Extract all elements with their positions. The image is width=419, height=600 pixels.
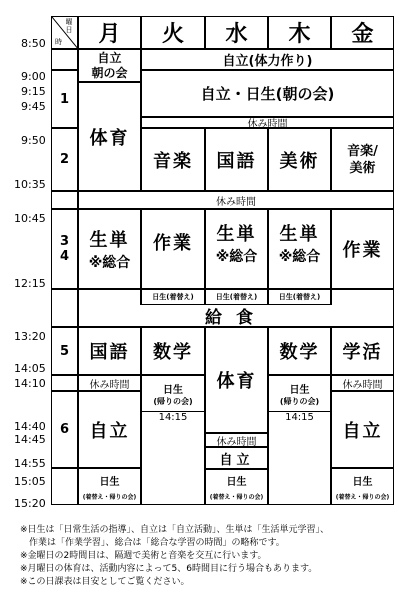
tue-sagyo: 作業 — [153, 233, 193, 254]
time-label: 12:15 — [14, 277, 46, 290]
jiritsu-nissho-asa: 自立・日生(朝の会) — [141, 70, 394, 117]
fri-p2: 音楽/ 美術 — [331, 128, 394, 191]
tue-nissho: 日生 — [163, 384, 183, 396]
mon-jiritsu: 自立 — [97, 50, 122, 65]
period-break-2 — [51, 375, 78, 391]
jiritsu-tairyoku: 自立(体力作り) — [141, 49, 394, 70]
wed-p34 — [205, 209, 268, 289]
break-time-2: 休み時間 — [78, 191, 394, 209]
footnotes — [20, 524, 329, 589]
mon-p34 — [78, 209, 141, 289]
time-label: 14:55 — [14, 457, 46, 470]
thu-nissho-kaeri — [268, 375, 331, 412]
time-label: 15:05 — [14, 475, 46, 488]
mon-nissho-end — [78, 468, 141, 505]
time-label: 10:35 — [14, 178, 46, 191]
time-label: 9:15 — [21, 85, 46, 98]
header-ji: 時 — [55, 38, 62, 46]
fri-p5: 学活 — [331, 327, 394, 375]
day-header-mon: 月 — [78, 16, 141, 49]
lunch: 給食 — [78, 305, 394, 327]
tue-p2: 音楽 — [141, 128, 205, 191]
period-1: 1 — [51, 70, 78, 128]
day-header-thu: 木 — [268, 16, 331, 49]
mon-seitan: 生単 — [89, 230, 130, 251]
mon-asa: 朝の会 — [91, 65, 128, 80]
period-2: 2 — [51, 128, 78, 191]
footnote-line: 作業は「作業学習」、総合は「総合な学習の時間」の略称です。 — [20, 538, 285, 548]
wed-nissho: 日生 — [226, 477, 247, 488]
mon-sogo: ※総合 — [88, 255, 131, 271]
tue-p34-sagyo — [141, 209, 205, 289]
time-label: 14:40 — [14, 420, 46, 433]
period-3-4: 3 4 — [51, 209, 78, 289]
mon-kigae-kaeri: (着替え・帰りの会) — [82, 493, 137, 501]
tue-1415: 14:15 — [158, 412, 188, 423]
tue-nissho-kaeri — [141, 375, 205, 412]
mon-lunch-top — [78, 289, 141, 305]
fri-p6-jiritsu: 自立 — [331, 391, 394, 468]
period-5: 5 — [51, 327, 78, 375]
thu-p34 — [268, 209, 331, 289]
tue-kaeri: (帰りの会) — [153, 396, 193, 406]
time-label: 10:45 — [14, 212, 46, 225]
fri-break: 休み時間 — [331, 375, 394, 391]
time-label: 9:50 — [21, 134, 46, 147]
wed-nissho-kigae: 日生(着替え) — [205, 289, 268, 305]
period-end — [51, 468, 78, 505]
mon-jiritsu-asa — [78, 49, 141, 82]
mon-taiiku: 体育 — [78, 82, 141, 191]
thu-kaeri: (帰りの会) — [279, 396, 320, 406]
footnote-line: ※日生は「日常生活の指導」、自立は「自立活動」、生単は「生活単元学習」、 — [20, 525, 330, 535]
time-label: 8:50 — [21, 37, 46, 50]
tue-nissho-kigae: 日生(着替え) — [141, 289, 205, 305]
thu-nissho-kigae: 日生(着替え) — [268, 289, 331, 305]
period-lunch — [51, 289, 78, 327]
day-header-fri: 金 — [331, 16, 394, 49]
time-label: 14:05 — [14, 362, 46, 375]
mon-nissho: 日生 — [99, 476, 120, 488]
period-6: 6 — [51, 391, 78, 468]
time-label: 9:45 — [21, 100, 46, 113]
mon-p6-jiritsu: 自立 — [78, 391, 141, 468]
wed-p2: 国語 — [205, 128, 268, 191]
tue-p5: 数学 — [141, 327, 205, 375]
fri-nissho: 日生 — [352, 476, 373, 488]
footnote-line: ※金曜日の2時間目は、隔週で美術と音楽を交互に行います。 — [20, 551, 267, 561]
period-blank — [51, 49, 78, 70]
wed-p5: 体育 — [205, 327, 268, 433]
thu-sogo: ※総合 — [278, 249, 321, 265]
thu-1415: 14:15 — [285, 412, 314, 423]
fri-sagyo: 作業 — [342, 240, 383, 261]
mon-break: 休み時間 — [78, 375, 141, 391]
period-break — [51, 191, 78, 209]
mon-p5: 国語 — [78, 327, 141, 375]
thu-p5: 数学 — [268, 327, 331, 375]
fri-p34-sagyo — [331, 209, 394, 289]
footnote-line: ※この日課表は目安としてご覧ください。 — [20, 577, 190, 587]
day-header-tue: 火 — [141, 16, 205, 49]
thu-nissho: 日生 — [289, 384, 310, 396]
wed-kigae-kaeri: (着替え・帰りの会) — [209, 494, 264, 501]
fri-lunch-top — [331, 289, 394, 305]
wed-break: 休み時間 — [205, 433, 268, 447]
footnote-line: ※月曜日の体育は、活動内容によって5、6時間目に行う場合もあります。 — [20, 564, 318, 574]
time-label: 9:00 — [21, 70, 46, 83]
wed-seitan: 生単 — [216, 224, 257, 245]
fri-nissho-end — [331, 468, 394, 505]
fri-kigae-kaeri: (着替え・帰りの会) — [335, 493, 390, 501]
thu-seitan: 生単 — [279, 224, 320, 245]
time-label: 15:20 — [14, 497, 46, 510]
wed-sogo: ※総合 — [215, 249, 258, 265]
header-yobi: 曜日 — [65, 18, 73, 34]
time-label: 14:10 — [14, 377, 46, 390]
header-corner — [51, 16, 78, 49]
wed-jiritsu: 自立 — [205, 447, 268, 469]
break-time-1: 休み時間 — [141, 117, 394, 128]
thu-p2: 美術 — [268, 128, 331, 191]
wed-nissho-end — [205, 469, 268, 505]
time-label: 13:20 — [14, 330, 46, 343]
day-header-wed: 水 — [205, 16, 268, 49]
thu-end — [268, 412, 331, 505]
tue-end — [141, 412, 205, 505]
time-label: 14:45 — [14, 433, 46, 446]
